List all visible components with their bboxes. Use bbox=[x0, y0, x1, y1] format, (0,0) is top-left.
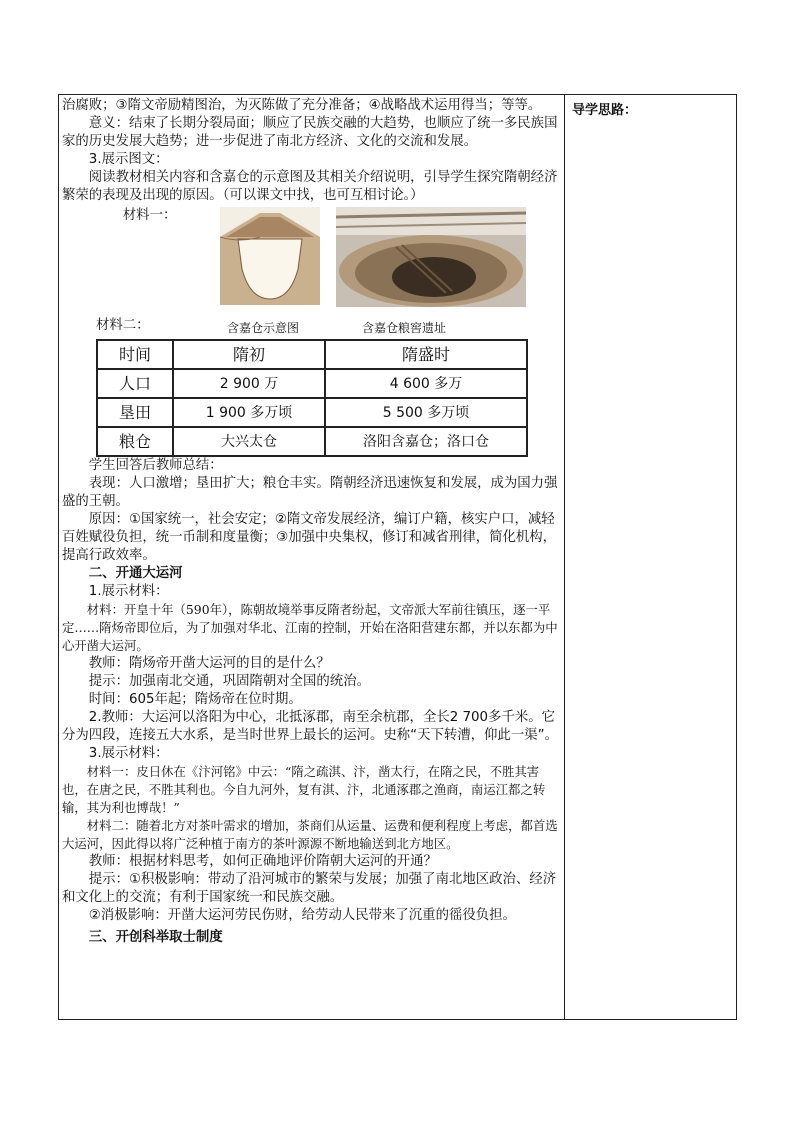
paragraph-reading-task: 阅读教材相关内容和含嘉仓的示意图及其相关介绍说明，引导学生探究隋朝经济繁荣的表现及出现的原因。（可以课文中找，也可互相讨论。） bbox=[62, 170, 558, 203]
teacher-summary-heading: 学生回答后教师总结： bbox=[88, 458, 223, 473]
table-cell: 洛阳含嘉仓；洛口仓 bbox=[325, 427, 527, 456]
material-2-label: 材料二： bbox=[96, 318, 150, 333]
section-heading-imperial-exam: 三、开创科举取士制度 bbox=[88, 930, 223, 945]
table-header-cell: 隋盛时 bbox=[325, 340, 527, 369]
image-row bbox=[62, 207, 559, 317]
step-show-material-3: 3.展示材料： bbox=[88, 746, 169, 761]
table-cell: 大兴太仓 bbox=[173, 427, 325, 456]
table-header-cell: 隋初 bbox=[173, 340, 325, 369]
table-row bbox=[97, 369, 527, 398]
hanjia-granary-diagram-image bbox=[220, 207, 320, 305]
column-divider bbox=[564, 94, 565, 1020]
teacher-question-purpose: 教师：隋炀帝开凿大运河的目的是什么？ bbox=[88, 656, 330, 671]
table-cell: 2 900 万 bbox=[173, 369, 325, 398]
material-1-label: 材料一： bbox=[122, 208, 177, 223]
table-cell: 1 900 多万顷 bbox=[173, 398, 325, 427]
paragraph-manifestations: 表现：人口激增；垦田扩大；粮仓丰实。隋朝经济迅速恢复和发展，成为国力强盛的王朝。 bbox=[62, 476, 558, 509]
hint-positive-impact: 提示：①积极影响：带动了沿河城市的繁荣与发展；加强了南北地区政治、经济和文化上的交流；有利于国家统一和民族交融。 bbox=[62, 872, 557, 905]
paragraph-material-2: 材料二：随着北方对茶叶需求的增加，茶商们从运量、运费和便利程度上考虑，都首选大运河，因此得以将广泛种植于南方的茶叶源源不断地输送到北方地区。 bbox=[62, 818, 558, 851]
hanjia-granary-ruins-photo bbox=[336, 207, 526, 307]
guide-notes-title: 导学思路： bbox=[572, 103, 638, 118]
caption-row bbox=[62, 317, 559, 339]
paragraph-causes: 原因：①国家统一，社会安定；②隋文帝发展经济，编订户籍，核实户口，减轻百姓赋役负担，统一币制和度量衡；③加强中央集权，修订和减省刑律，简化机构，提高行政效率。 bbox=[62, 512, 557, 563]
table-row bbox=[97, 427, 527, 456]
paragraph-significance: 意义：结束了长期分裂局面；顺应了民族交融的大趋势，也顺应了统一多民族国家的历史发展大趋势；进一步促进了南北方经济、文化的交流和发展。 bbox=[62, 116, 558, 149]
paragraph-material-1: 材料一：皮日休在《汴河铭》中云：“隋之疏淇、汴，凿太行，在隋之民，不胜其害也，在唐之民，不胜其利也。今自九河外，复有淇、汴，北通涿郡之渔商，南运江都之转输，其为利也博哉！” bbox=[62, 764, 546, 815]
table-header-cell: 时间 bbox=[97, 340, 173, 369]
paragraph-reasons: 治腐败；③隋文帝励精图治，为灭陈做了充分准备；④战略战术运用得当；等等。 bbox=[62, 98, 542, 113]
step-show-material: 1.展示材料： bbox=[88, 584, 169, 599]
section-heading-grand-canal: 二、开通大运河 bbox=[88, 566, 183, 581]
table-cell: 5 500 多万顷 bbox=[325, 398, 527, 427]
economy-table bbox=[96, 339, 528, 457]
table-cell: 粮仓 bbox=[97, 427, 173, 456]
table-cell: 人口 bbox=[97, 369, 173, 398]
hint-purpose: 提示：加强南北交通，巩固隋朝对全国的统治。 bbox=[88, 674, 370, 689]
caption-diagram: 含嘉仓示意图 bbox=[227, 321, 300, 335]
table-cell: 4 600 多万 bbox=[325, 369, 527, 398]
teacher-question-evaluate: 教师：根据材料思考，如何正确地评价隋朝大运河的开通？ bbox=[88, 854, 437, 869]
caption-photo: 含嘉仓粮窖遗址 bbox=[362, 321, 447, 335]
table-header-row bbox=[97, 340, 527, 369]
main-content bbox=[62, 97, 559, 947]
paragraph-canal-material: 材料：开皇十年（590年），陈朝故境举事反隋者纷起，文帝派大军前往镇压，逐一平定……隋炀帝即位后，为了加强对华北、江南的控制，开始在洛阳营建东都，并以东都为中心开凿大运河。 bbox=[62, 602, 558, 653]
step-show-images: 3.展示图文： bbox=[88, 152, 169, 167]
table-row bbox=[97, 398, 527, 427]
paragraph-canal-description: 2.教师：大运河以洛阳为中心，北抵涿郡，南至余杭郡，全长2 700多千米。它分为四段，连接五大水系，是当时世界上最长的运河。史称“天下转漕，仰此一渠”。 bbox=[62, 710, 558, 743]
time-line: 时间：605年起；隋炀帝在位时期。 bbox=[88, 692, 302, 707]
hint-negative-impact: ②消极影响：开凿大运河劳民伤财，给劳动人民带来了沉重的徭役负担。 bbox=[88, 908, 516, 923]
table-cell: 垦田 bbox=[97, 398, 173, 427]
